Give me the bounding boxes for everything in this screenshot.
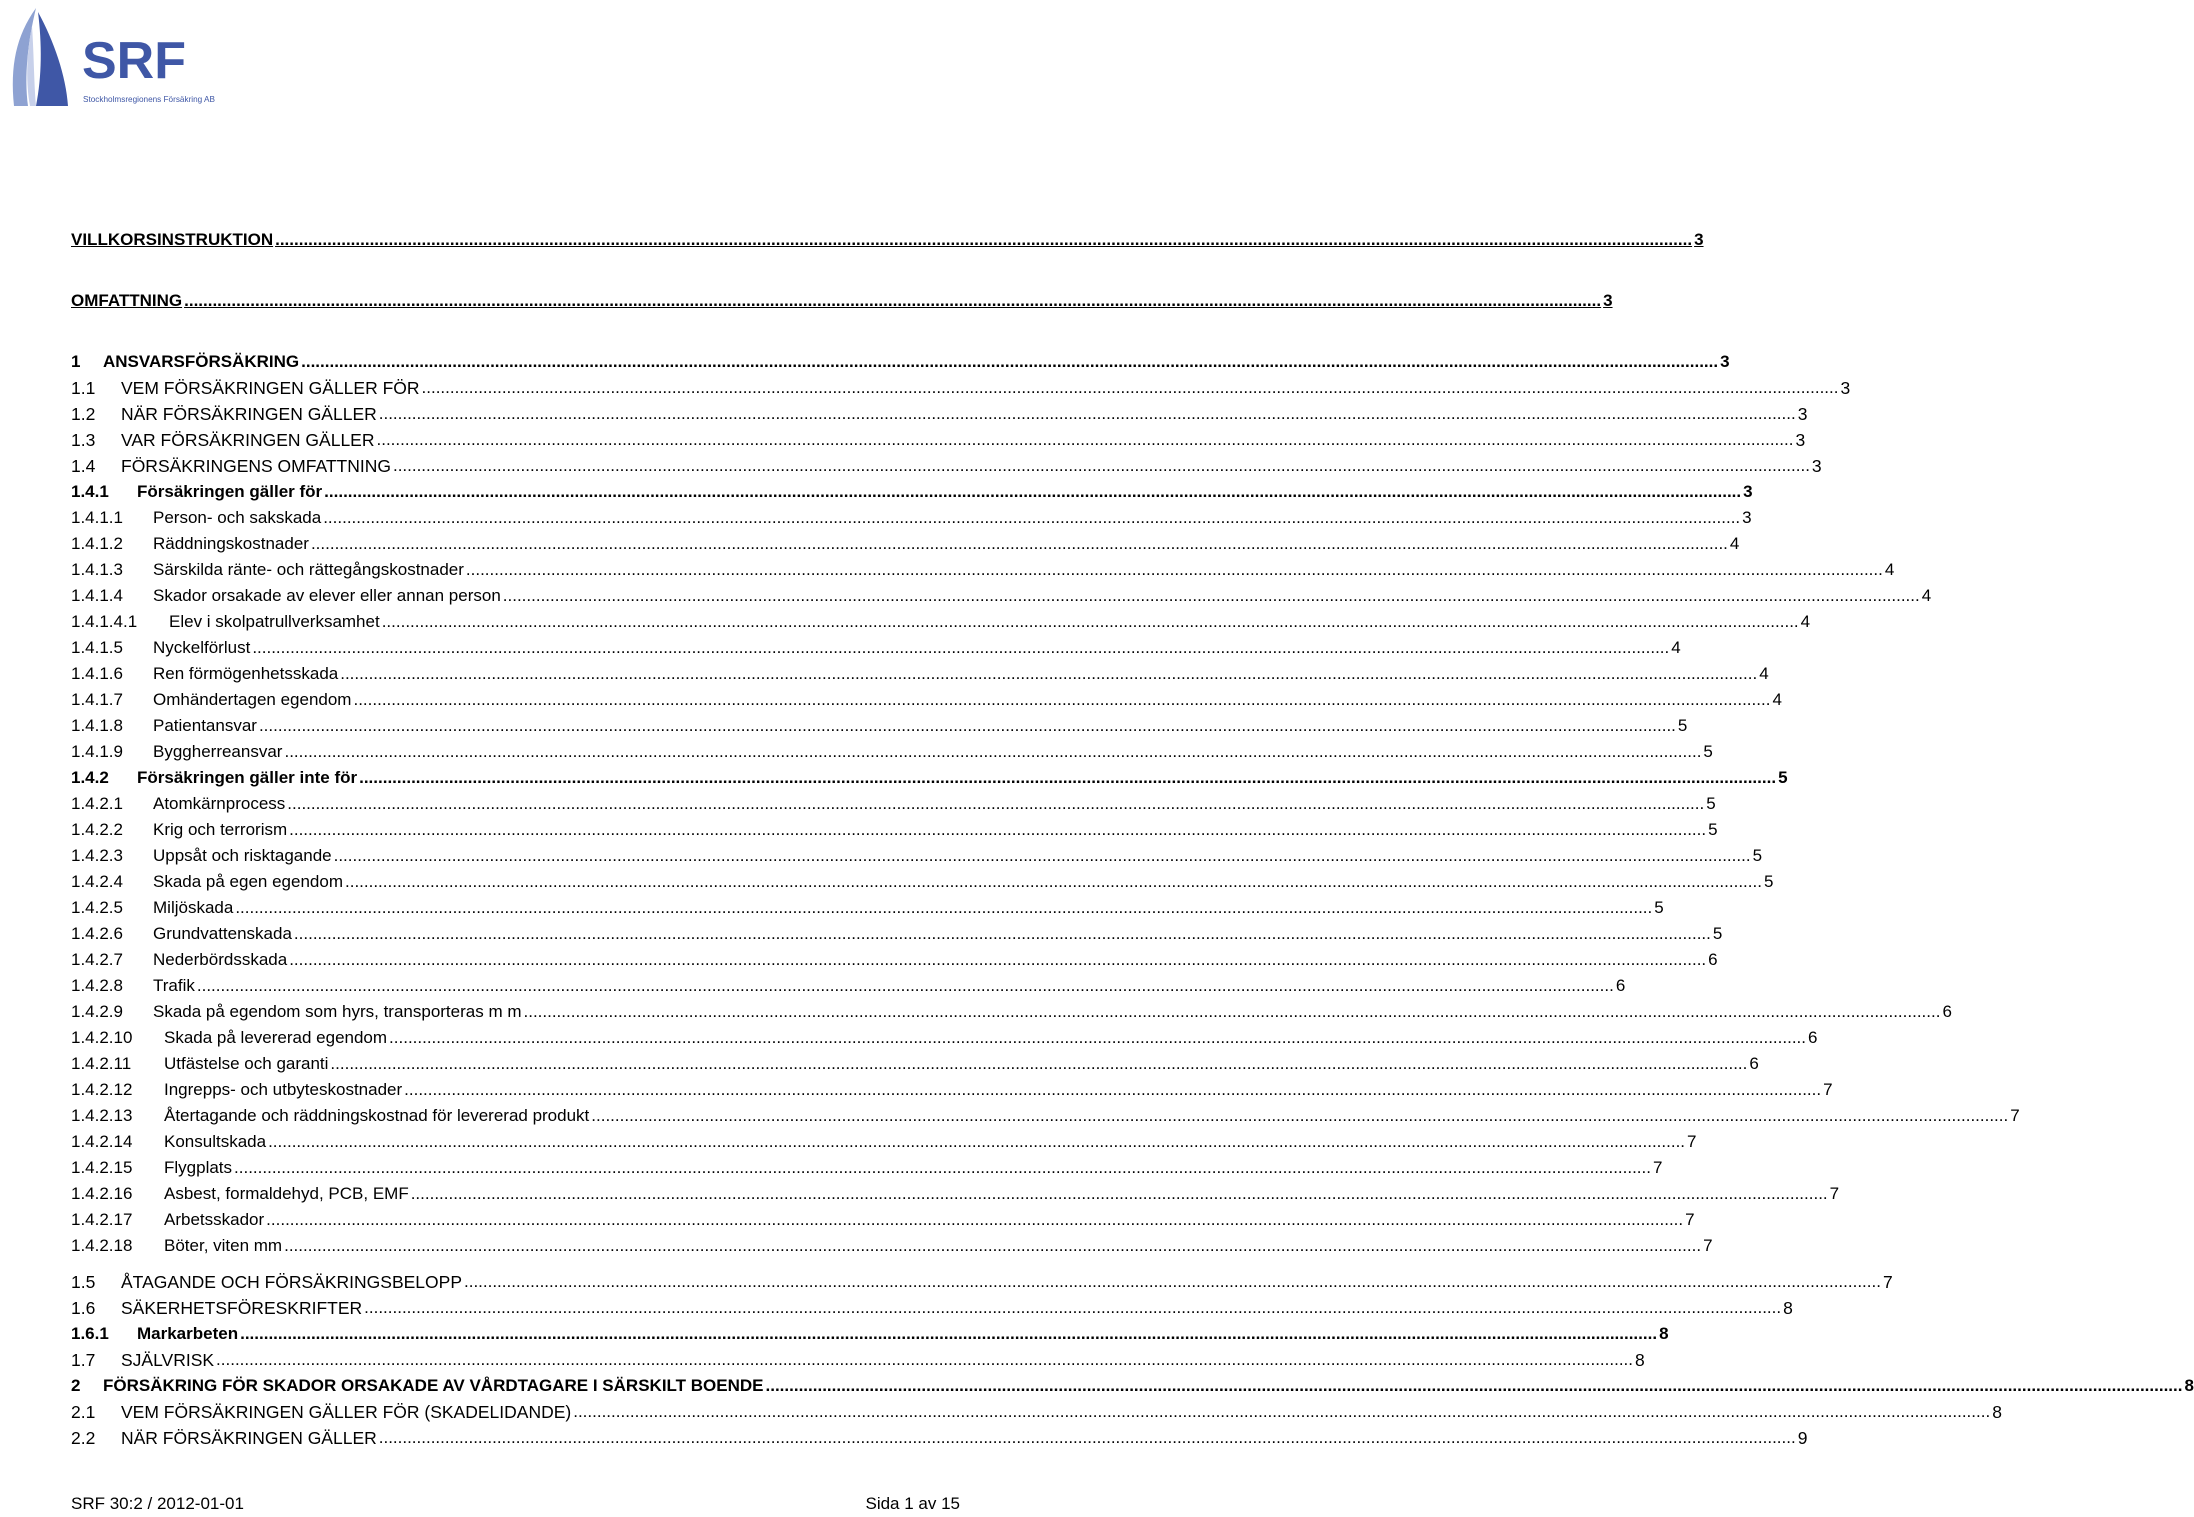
toc-entry[interactable] [71,1346,1645,1370]
toc-entry-dot-leader: ............................................................................................................................................................................................................................................................................................................ [240,1324,1658,1343]
toc-entry[interactable] [71,1154,1663,1178]
toc-entry-title: Asbest, formaldehyd, PCB, EMF [164,1184,409,1203]
toc-entry-page-number: 3 [1694,230,1704,249]
toc-entry-title: VEM FÖRSÄKRINGEN GÄLLER FÖR [121,378,420,398]
toc-entry-number: 1.4.2.3 [71,846,123,865]
toc-entry-number: 1.7 [71,1350,96,1370]
toc-entry-title: OMFATTNING [71,291,183,310]
toc-entry-dot-leader: ............................................................................................................................................................................................................................................................................................................ [421,378,1839,397]
toc-entry[interactable] [71,920,1723,944]
toc-entry-title: Försäkringen gäller inte för [137,768,358,787]
toc-entry-page-number: 7 [1882,1272,1893,1292]
toc-entry-title: Grundvattenskada [153,924,292,943]
toc-entry-dot-leader: ............................................................................................................................................................................................................................................................................................................ [293,924,1711,943]
toc-entry-title: SJÄLVRISK [121,1350,215,1370]
toc-entry-dot-leader: ............................................................................................................................................................................................................................................................................................................ [381,612,1799,631]
toc-entry-dot-leader: ............................................................................................................................................................................................................................................................................................................ [289,820,1707,839]
toc-entry[interactable] [71,1024,1818,1048]
toc-entry-dot-leader: ............................................................................................................................................................................................................................................................................................................ [268,1132,1686,1151]
toc-entry-page-number: 8 [1992,1402,2002,1422]
toc-entry-page-number: 3 [1742,508,1752,527]
toc-entry-title: Ingrepps- och utbyteskostnader [164,1080,403,1099]
toc-entry-page-number: 7 [1687,1132,1697,1151]
toc-entry-dot-leader: ............................................................................................................................................................................................................................................................................................................ [235,898,1653,917]
toc-entry-number: 2 [71,1376,81,1395]
toc-entry-page-number: 7 [1703,1236,1713,1255]
footer-page-number: Sida 1 av 15 [865,1494,960,1513]
toc-entry[interactable] [71,1294,1793,1318]
toc-entry-title: Skada på levererad egendom [164,1028,388,1047]
toc-entry-number: 1.6.1 [71,1324,109,1343]
toc-entry-dot-leader: ............................................................................................................................................................................................................................................................................................................ [287,794,1705,813]
toc-entry-number: 1.4.2.7 [71,950,123,969]
toc-entry[interactable] [71,1206,1695,1230]
toc-entry-page-number: 4 [1884,560,1895,579]
toc-entry-number: 1.4.1.4.1 [71,612,138,631]
toc-entry[interactable] [71,608,1811,632]
toc-entry-title: Miljöskada [153,898,234,917]
toc-entry-page-number: 4 [1759,664,1769,683]
toc-entry-dot-leader: ............................................................................................................................................................................................................................................................................................................ [404,1080,1822,1099]
toc-entry[interactable] [71,764,1788,788]
toc-entry-dot-leader: ............................................................................................................................................................................................................................................................................................................ [345,872,1762,891]
toc-entry-dot-leader: ............................................................................................................................................................................................................................................................................................................ [464,1272,1881,1291]
toc-entry-page-number: 7 [1685,1210,1695,1229]
toc-entry-page-number: 4 [1921,586,1932,605]
toc-entry-dot-leader: ............................................................................................................................................................................................................................................................................................................ [340,664,1758,683]
toc-entry[interactable] [71,686,1782,710]
toc-entry-page-number: 6 [1708,950,1718,969]
toc-entry-page-number: 3 [1811,456,1822,476]
toc-entry[interactable] [71,946,1718,970]
toc-entry[interactable] [71,972,1626,996]
toc-entry-title: SÄKERHETSFÖRESKRIFTER [121,1298,363,1318]
toc-entry-title: Konsultskada [164,1132,267,1151]
toc-entry-dot-leader: ............................................................................................................................................................................................................................................................................................................ [196,976,1614,995]
toc-entry[interactable] [71,1372,2194,1396]
toc-entry-dot-leader: ............................................................................................................................................................................................................................................................................................................ [184,291,1602,310]
toc-entry-number: 1.4.2.15 [71,1158,133,1177]
toc-entry-page-number: 3 [1795,430,1806,450]
footer-document-id: SRF 30:2 / 2012-01-01 [71,1494,244,1513]
toc-entry-dot-leader: ............................................................................................................................................................................................................................................................................................................ [591,1106,2009,1125]
toc-entry[interactable] [71,998,1952,1022]
toc-entry-dot-leader: ............................................................................................................................................................................................................................................................................................................ [376,430,1794,449]
toc-entry-page-number: 4 [1729,534,1740,553]
toc-entry-page-number: 3 [1743,482,1753,501]
toc-entry[interactable] [71,868,1774,892]
toc-entry-page-number: 7 [1823,1080,1833,1099]
toc-entry-dot-leader: ............................................................................................................................................................................................................................................................................................................ [359,768,1777,787]
toc-entry-dot-leader: ............................................................................................................................................................................................................................................................................................................ [502,586,1920,605]
toc-entry-title: FÖRSÄKRINGENS OMFATTNING [121,456,391,476]
toc-entry-title: Nyckelförlust [153,638,251,657]
toc-entry-title: Försäkringen gäller för [137,482,323,501]
toc-entry-page-number: 7 [2010,1106,2020,1125]
toc-entry-dot-leader: ............................................................................................................................................................................................................................................................................................................ [523,1002,1941,1021]
toc-entry-page-number: 4 [1800,612,1811,631]
toc-entry-title: VEM FÖRSÄKRINGEN GÄLLER FÖR (SKADELIDANDE) [121,1402,572,1422]
toc-entry-dot-leader: ............................................................................................................................................................................................................................................................................................................ [392,456,1810,475]
toc-entry[interactable] [71,816,1718,840]
toc-entry[interactable] [71,1232,1713,1256]
toc-entry-page-number: 5 [1708,820,1718,839]
toc-entry[interactable] [71,504,1752,528]
toc-entry-number: 1.4.2.1 [71,794,123,813]
toc-entry-dot-leader: ............................................................................................................................................................................................................................................................................................................ [252,638,1670,657]
toc-entry[interactable] [71,1128,1697,1152]
toc-entry-dot-leader: ............................................................................................................................................................................................................................................................................................................ [258,716,1676,735]
toc-entry-title: NÄR FÖRSÄKRINGEN GÄLLER [121,1428,377,1448]
toc-entry-number: 2.2 [71,1428,96,1448]
toc-entry-number: 1.4.1.6 [71,664,123,683]
toc-entry-dot-leader: ............................................................................................................................................................................................................................................................................................................ [216,1350,1633,1369]
toc-entry-title: Atomkärnprocess [153,794,286,813]
toc-entry-number: 1.4.2.6 [71,924,123,943]
toc-entry-title: Uppsåt och risktagande [153,846,332,865]
toc-entry-number: 1.4.2.8 [71,976,123,995]
toc-entry[interactable] [71,842,1763,866]
toc-entry-number: 1.4.2.9 [71,1002,123,1021]
toc-entry-dot-leader: ............................................................................................................................................................................................................................................................................................................ [333,846,1751,865]
toc-entry-number: 1.4.2 [71,768,109,787]
toc-entry-title: ÅTAGANDE OCH FÖRSÄKRINGSBELOPP [121,1272,462,1292]
toc-entry-title: Markarbeten [137,1324,239,1343]
toc-entry-dot-leader: ............................................................................................................................................................................................................................................................................................................ [234,1158,1651,1177]
toc-entry[interactable] [71,1180,1840,1204]
toc-entry-dot-leader: ............................................................................................................................................................................................................................................................................................................ [284,1236,1702,1255]
toc-entry-title: Arbetsskador [164,1210,265,1229]
toc-entry-number: 1.4.2.18 [71,1236,133,1255]
toc-entry-dot-leader: ............................................................................................................................................................................................................................................................................................................ [465,560,1883,579]
toc-entry-page-number: 8 [1635,1350,1645,1370]
toc-entry-dot-leader: ............................................................................................................................................................................................................................................................................................................ [410,1184,1828,1203]
toc-entry-page-number: 9 [1797,1428,1808,1448]
toc-entry[interactable] [71,452,1822,476]
toc-entry-title: Person- och sakskada [153,508,322,527]
toc-entry-title: VAR FÖRSÄKRINGEN GÄLLER [121,430,375,450]
toc-entry-page-number: 6 [1615,976,1626,995]
toc-entry-page-number: 5 [1706,794,1716,813]
toc-entry-title: Omhändertagen egendom [153,690,352,709]
toc-entry-title: Skada på egen egendom [153,872,343,891]
toc-entry-number: 1.4.1.3 [71,560,123,579]
toc-entry[interactable] [71,1076,1833,1100]
toc-entry-page-number: 6 [1808,1028,1818,1047]
toc-entry-dot-leader: ............................................................................................................................................................................................................................................................................................................ [266,1210,1684,1229]
toc-entry-number: 1.4.2.10 [71,1028,133,1047]
toc-entry-number: 1.2 [71,404,96,424]
toc-entry-title: Ren förmögenhetsskada [153,664,339,683]
toc-entry-dot-leader: ............................................................................................................................................................................................................................................................................................................ [289,950,1707,969]
toc-entry-title: Trafik [153,976,195,995]
logo-text: SRF [82,32,186,90]
toc-entry-number: 1.4.1.8 [71,716,123,735]
toc-entry-number: 1.4.1.9 [71,742,123,761]
toc-entry[interactable] [71,478,1753,502]
toc-entry-page-number: 3 [1720,352,1730,371]
toc-entry[interactable] [71,1320,1669,1344]
toc-entry[interactable] [71,287,1613,311]
toc-entry-dot-leader: ............................................................................................................................................................................................................................................................................................................ [378,404,1796,423]
toc-entry-number: 1.4.1.1 [71,508,123,527]
toc-entry-dot-leader: ............................................................................................................................................................................................................................................................................................................ [275,230,1693,249]
toc-entry-title: Elev i skolpatrullverksamhet [169,612,380,631]
toc-entry-number: 1.4.1 [71,482,109,501]
toc-entry[interactable] [71,348,1730,372]
toc-entry[interactable] [71,790,1716,814]
toc-entry[interactable] [71,712,1688,736]
toc-entry-title: Flygplats [164,1158,233,1177]
toc-entry-title: Nederbördsskada [153,950,288,969]
toc-entry[interactable] [71,634,1681,658]
toc-entry[interactable] [71,556,1895,580]
toc-entry-page-number: 5 [1778,768,1788,787]
toc-entry-dot-leader: ............................................................................................................................................................................................................................................................................................................ [324,482,1742,501]
toc-entry[interactable] [71,582,1932,606]
toc-entry-page-number: 5 [1703,742,1713,761]
toc-entry-title: VILLKORSINSTRUKTION [71,230,274,249]
toc-entry-page-number: 7 [1652,1158,1663,1177]
toc-entry[interactable] [71,1398,2002,1422]
toc-entry[interactable] [71,226,1704,250]
toc-entry-dot-leader: ............................................................................................................................................................................................................................................................................................................ [284,742,1702,761]
toc-entry-title: NÄR FÖRSÄKRINGEN GÄLLER [121,404,377,424]
toc-entry-page-number: 5 [1677,716,1688,735]
toc-entry-page-number: 4 [1772,690,1782,709]
toc-entry[interactable] [71,400,1808,424]
toc-entry-number: 1.5 [71,1272,96,1292]
toc-entry-number: 1.4.2.11 [71,1054,132,1073]
toc-entry-page-number: 8 [1783,1298,1793,1318]
toc-entry[interactable] [71,1050,1759,1074]
toc-entry-title: Skada på egendom som hyrs, transporteras m m [153,1002,522,1021]
toc-entry-number: 1.4.2.14 [71,1132,133,1151]
toc-entry[interactable] [71,1424,1808,1448]
toc-entry-dot-leader: ............................................................................................................................................................................................................................................................................................................ [330,1054,1748,1073]
toc-entry-number: 1.1 [71,378,96,398]
toc-entry-dot-leader: ............................................................................................................................................................................................................................................................................................................ [378,1428,1796,1447]
toc-entry[interactable] [71,530,1740,554]
toc-entry-page-number: 6 [1942,1002,1952,1021]
toc-entry-title: Byggherreansvar [153,742,283,761]
toc-entry-title: Patientansvar [153,716,257,735]
toc-entry-dot-leader: ............................................................................................................................................................................................................................................................................................................ [389,1028,1806,1047]
toc-entry-number: 2.1 [71,1402,96,1422]
toc-entry-number: 1.4.2.16 [71,1184,133,1203]
toc-entry-title: Utfästelse och garanti [164,1054,329,1073]
toc-entry-page-number: 5 [1712,924,1723,943]
toc-entry-page-number: 8 [2184,1376,2194,1395]
toc-entry-number: 1 [71,352,81,371]
toc-entry-number: 1.4.2.2 [71,820,123,839]
toc-entry-page-number: 5 [1654,898,1664,917]
toc-entry-page-number: 5 [1752,846,1763,865]
toc-entry-dot-leader: ............................................................................................................................................................................................................................................................................................................ [301,352,1719,371]
toc-entry-number: 1.4.1.4 [71,586,123,605]
srf-logo [6,6,216,110]
toc-entry-dot-leader: ............................................................................................................................................................................................................................................................................................................ [364,1298,1782,1317]
toc-entry-page-number: 3 [1797,404,1808,424]
toc-entry[interactable] [71,660,1769,684]
logo-subtitle: Stockholmsregionens Försäkring AB [83,95,215,104]
toc-entry-title: Särskilda ränte- och rättegångskostnader [153,560,464,579]
toc-entry-page-number: 3 [1603,291,1613,310]
toc-entry-number: 1.4.2.17 [71,1210,133,1229]
toc-entry-title: ANSVARSFÖRSÄKRING [103,352,300,371]
toc-entry-number: 1.3 [71,430,96,450]
toc-entry-page-number: 6 [1749,1054,1759,1073]
toc-entry-title: Böter, viten mm [164,1236,283,1255]
toc-entry-number: 1.4.2.12 [71,1080,133,1099]
toc-entry-dot-leader: ............................................................................................................................................................................................................................................................................................................ [310,534,1728,553]
toc-entry-page-number: 5 [1763,872,1774,891]
toc-entry-page-number: 7 [1829,1184,1840,1203]
toc-entry-title: Räddningskostnader [153,534,309,553]
toc-entry-dot-leader: ............................................................................................................................................................................................................................................................................................................ [323,508,1741,527]
toc-entry-number: 1.4.1.2 [71,534,123,553]
toc-entry-title: Skador orsakade av elever eller annan person [153,586,501,605]
toc-entry-number: 1.4.2.5 [71,898,123,917]
toc-entry-number: 1.6 [71,1298,96,1318]
toc-entry[interactable] [71,738,1713,762]
toc-entry-page-number: 4 [1671,638,1681,657]
toc-entry-number: 1.4 [71,456,96,476]
toc-entry-number: 1.4.1.7 [71,690,123,709]
toc-entry-title: Återtagande och räddningskostnad för levererad produkt [164,1106,590,1125]
toc-entry[interactable] [71,426,1806,450]
toc-entry-page-number: 3 [1840,378,1851,398]
toc-entry[interactable] [71,1102,2020,1126]
toc-entry-title: FÖRSÄKRING FÖR SKADOR ORSAKADE AV VÅRDTAGARE I SÄRSKILT BOENDE [103,1376,764,1395]
toc-entry[interactable] [71,374,1851,398]
toc-entry-page-number: 8 [1659,1324,1669,1343]
toc-entry-title: Krig och terrorism [153,820,288,839]
toc-entry-number: 1.4.2.13 [71,1106,133,1125]
toc-entry-number: 1.4.2.4 [71,872,123,891]
toc-entry[interactable] [71,1268,1893,1292]
toc-entry-dot-leader: ............................................................................................................................................................................................................................................................................................................ [765,1376,2183,1395]
toc-entry-dot-leader: ............................................................................................................................................................................................................................................................................................................ [353,690,1771,709]
toc-entry[interactable] [71,894,1664,918]
toc-entry-dot-leader: ............................................................................................................................................................................................................................................................................................................ [573,1402,1991,1421]
toc-entry-number: 1.4.1.5 [71,638,123,657]
